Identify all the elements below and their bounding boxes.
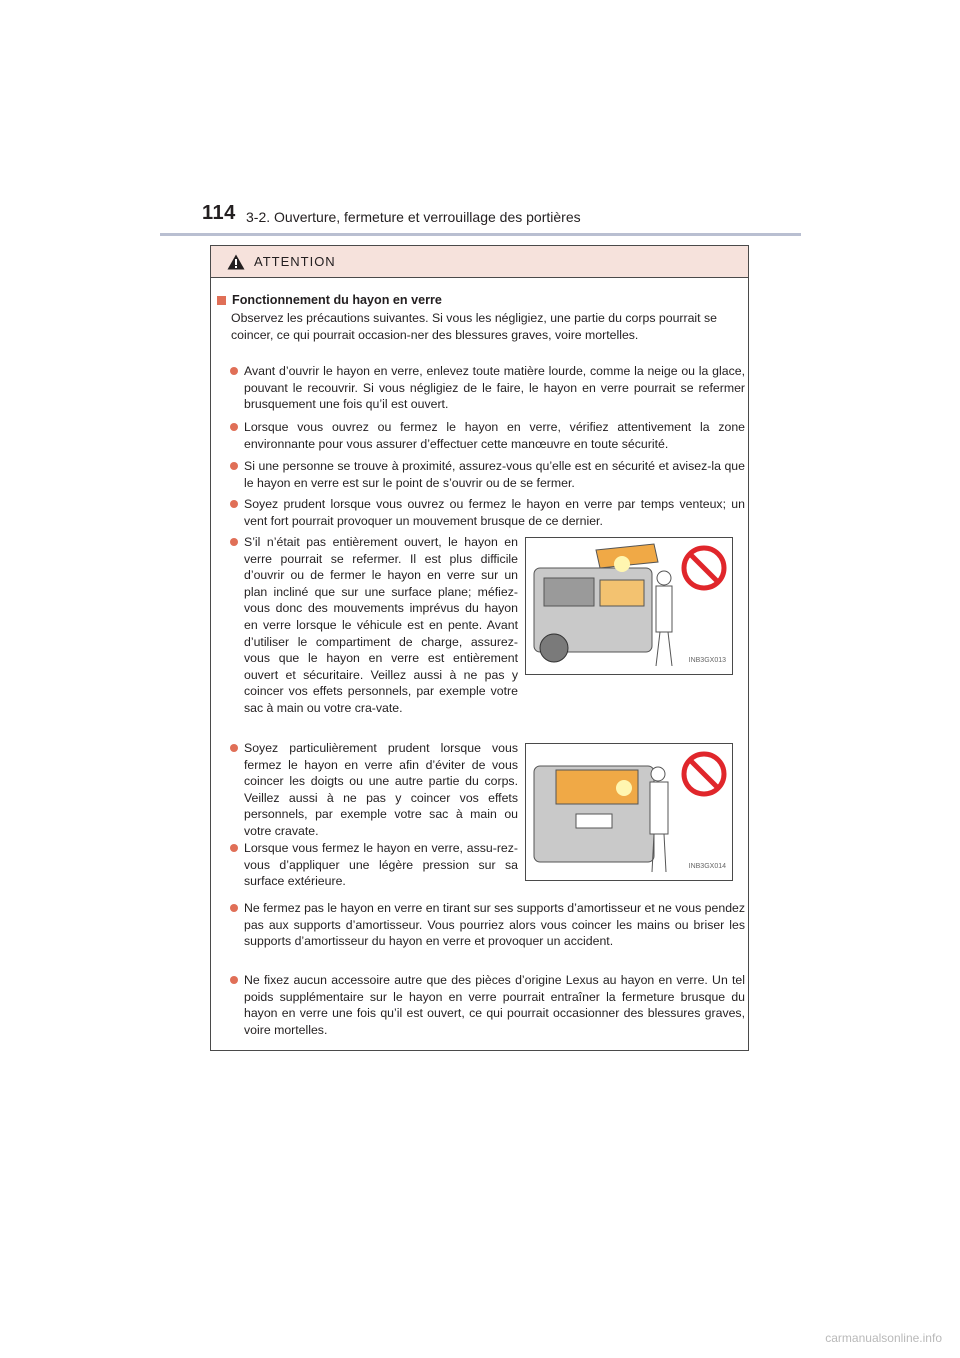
list-item-text: Soyez particulièrement prudent lorsque vous fermez le hayon en verre afin d’éviter de vous coincer les doigts ou une autre partie du corps. Veillez aussi à ne pas y coincer vos effets personnels, par exemple votre sac à main ou votre cravate. [244, 741, 518, 838]
list-item-text: Ne fermez pas le hayon en verre en tirant sur ses supports d’amortisseur et ne vous pendez pas aux supports d’amortisseur. Vous pourriez alors vous coincer les mains ou briser les supports d’amortisseur du hayon en verre et provoquer un accident. [244, 901, 746, 949]
list-item [230, 363, 745, 413]
list-item [230, 900, 745, 950]
square-bullet-icon [217, 296, 226, 305]
warning-box [210, 245, 749, 1051]
bullet-dot-icon [230, 423, 238, 431]
warning-intro: Observez les précautions suivantes. Si vous les négligiez, une partie du corps pourrait se coincer, ce qui pourrait occasion-ner des blessures graves, voire mortelles. [231, 311, 717, 342]
bullet-dot-icon [230, 367, 238, 375]
bullet-dot-icon [230, 904, 238, 912]
list-item-text: Lorsque vous ouvrez ou fermez le hayon en verre, vérifiez attentivement la zone environnante pour vous assurer d’effectuer cette manœuvre en toute sécurité. [244, 420, 745, 451]
header-rule [160, 233, 801, 236]
watermark: carmanualsonline.info [825, 1331, 942, 1345]
bullet-dot-icon [230, 538, 238, 546]
bullet-dot-icon [230, 844, 238, 852]
section-title: 3-2. Ouverture, fermeture et verrouillage des portières [246, 209, 581, 225]
warning-title: ATTENTION [254, 254, 336, 269]
list-item-text: Ne fixez aucun accessoire autre que des pièces d’origine Lexus au hayon en verre. Un tel poids supplémentaire sur le hayon en verre pourrait entraîner la fermeture brusque du hayon en verre une fois qu’il est ouvert, ce qui pourrait occasionner des blessures graves, voire mortelles. [244, 973, 745, 1037]
list-item [230, 458, 745, 491]
bullet-dot-icon [230, 744, 238, 752]
bullet-dot-icon [230, 500, 238, 508]
list-item-text: Avant d’ouvrir le hayon en verre, enlevez toute matière lourde, comme la neige ou la glace, pouvant le recouvrir. Si vous négligiez de le faire, le hayon en verre pourrait se refermer brusquement une fois qu’il est ouvert. [244, 364, 745, 412]
figure-tailgate-closing [525, 743, 733, 881]
warning-triangle-icon [227, 254, 245, 270]
list-item-text: Lorsque vous fermez le hayon en verre, assu-rez-vous d’appliquer une légère pression sur sa surface extérieure. [244, 841, 518, 889]
page-number: 114 [202, 202, 236, 224]
bullet-dot-icon [230, 462, 238, 470]
figure-tailgate-opening [525, 537, 733, 675]
warning-heading-text: Fonctionnement du hayon en verre [232, 293, 442, 307]
figure-code: INB3GX014 [688, 863, 726, 871]
list-item [230, 496, 745, 529]
list-item-text: Si une personne se trouve à proximité, assurez-vous qu’elle est en sécurité et avisez-la que le hayon en verre est sur le point de s’ouvrir ou de se fermer. [244, 459, 745, 490]
list-item-text: S’il n’était pas entièrement ouvert, le hayon en verre pourrait se refermer. Il est plus difficile d’ouvrir ou de fermer le hayon en verre sur un plan incliné que sur une surface plane; méfiez-vous donc des mouvements imprévus du hayon en verre lorsque le véhicule est en pente. Avant d’utiliser le compartiment de charge, assurez-vous que le hayon en verre est entièrement ouvert et sécuritaire. Veillez aussi à ne pas y coincer vos effets personnels, par exemple votre sac à main ou votre cra-vate. [244, 535, 518, 715]
warning-header [211, 246, 748, 278]
list-item [230, 972, 745, 1038]
list-item [230, 740, 518, 840]
list-item [230, 534, 518, 717]
figure-code: INB3GX013 [688, 657, 726, 665]
list-item [230, 419, 745, 452]
list-item-text: Soyez prudent lorsque vous ouvrez ou fermez le hayon en verre par temps venteux; un vent fort pourrait provoquer un mouvement brusque de ce dernier. [244, 497, 745, 528]
bullet-dot-icon [230, 976, 238, 984]
list-item [230, 840, 518, 890]
warning-heading [217, 292, 442, 309]
warning-content [211, 278, 748, 1050]
